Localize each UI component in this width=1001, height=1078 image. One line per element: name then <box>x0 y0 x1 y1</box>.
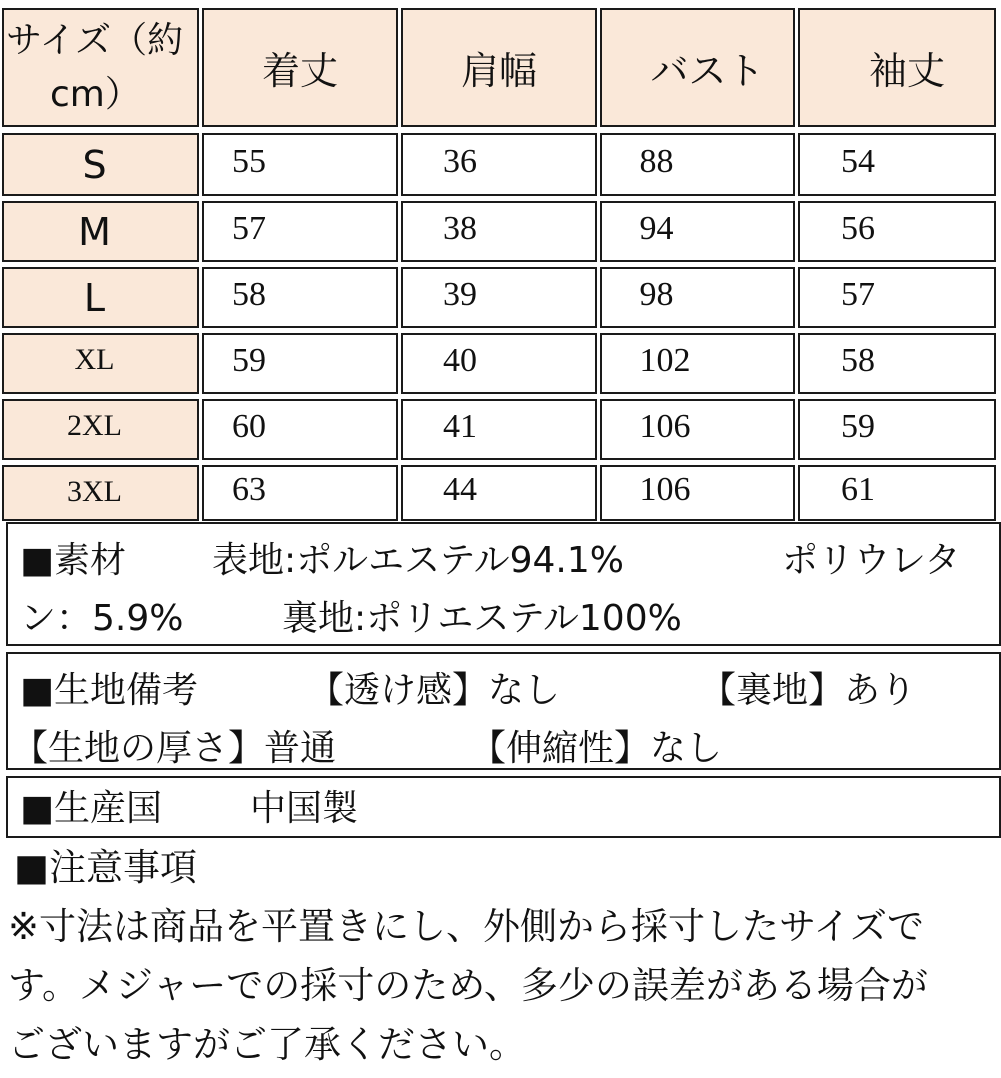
measurement-cell: 57 <box>202 201 398 262</box>
measurement-cell: 60 <box>202 399 398 460</box>
origin-section <box>6 776 1001 838</box>
notes-label: ■注意事項 <box>14 846 197 889</box>
measurement-cell: 63 <box>202 465 398 521</box>
measurement-cell: 57 <box>798 267 996 328</box>
size-table <box>0 6 1001 522</box>
size-label: S <box>2 133 199 196</box>
measurement-cell: 106 <box>600 399 795 460</box>
notes-section <box>0 838 1001 1074</box>
measurement-cell: 88 <box>600 133 795 196</box>
origin-label: ■生産国 <box>20 788 163 829</box>
origin-value: 中国製 <box>250 788 359 829</box>
lining-note: 【裏地】あり <box>700 670 917 711</box>
corner-header-line2: cm） <box>50 74 141 115</box>
size-label: L <box>2 267 199 328</box>
measurement-cell: 56 <box>798 201 996 262</box>
material-lining: 裏地:ポリエステル100% <box>282 598 682 639</box>
material-outer: 表地:ポルエステル94.1% <box>212 540 624 581</box>
size-label: 2XL <box>2 399 199 460</box>
measurement-cell: 102 <box>600 333 795 394</box>
measurement-cell: 106 <box>600 465 795 521</box>
measurement-cell: 61 <box>798 465 996 521</box>
measurement-cell: 39 <box>401 267 597 328</box>
stretch-note: 【伸縮性】なし <box>470 728 723 769</box>
notes-line-1: ※寸法は商品を平置きにし、外側から採寸したサイズで <box>8 905 925 948</box>
notes-line-3: ございますがご了承ください。 <box>8 1023 526 1066</box>
thickness-note: 【生地の厚さ】普通 <box>12 728 337 769</box>
size-label: XL <box>2 333 199 394</box>
corner-header-line1: サイズ（約 <box>6 20 184 61</box>
see-through-note: 【透け感】なし <box>308 670 561 711</box>
column-header: 袖丈 <box>798 8 996 127</box>
fabric-notes-label: ■生地備考 <box>20 670 199 711</box>
measurement-cell: 59 <box>798 399 996 460</box>
column-header: 着丈 <box>202 8 398 127</box>
measurement-cell: 98 <box>600 267 795 328</box>
material-poly-part2: ン：5.9% <box>20 598 184 639</box>
material-section <box>6 522 1001 646</box>
measurement-cell: 54 <box>798 133 996 196</box>
measurement-cell: 94 <box>600 201 795 262</box>
size-label: M <box>2 201 199 262</box>
measurement-cell: 40 <box>401 333 597 394</box>
measurement-cell: 58 <box>202 267 398 328</box>
measurement-cell: 59 <box>202 333 398 394</box>
material-poly-part1: ポリウレタ <box>782 540 961 581</box>
column-header: バスト <box>600 8 795 127</box>
measurement-cell: 41 <box>401 399 597 460</box>
notes-line-2: す。メジャーでの採寸のため、多少の誤差がある場合が <box>8 964 928 1007</box>
measurement-cell: 55 <box>202 133 398 196</box>
material-label: ■素材 <box>20 540 127 581</box>
corner-header-cell <box>2 8 199 127</box>
fabric-notes-section <box>6 652 1001 770</box>
measurement-cell: 38 <box>401 201 597 262</box>
measurement-cell: 36 <box>401 133 597 196</box>
measurement-cell: 44 <box>401 465 597 521</box>
size-label: 3XL <box>2 465 199 521</box>
measurement-cell: 58 <box>798 333 996 394</box>
column-header: 肩幅 <box>401 8 597 127</box>
